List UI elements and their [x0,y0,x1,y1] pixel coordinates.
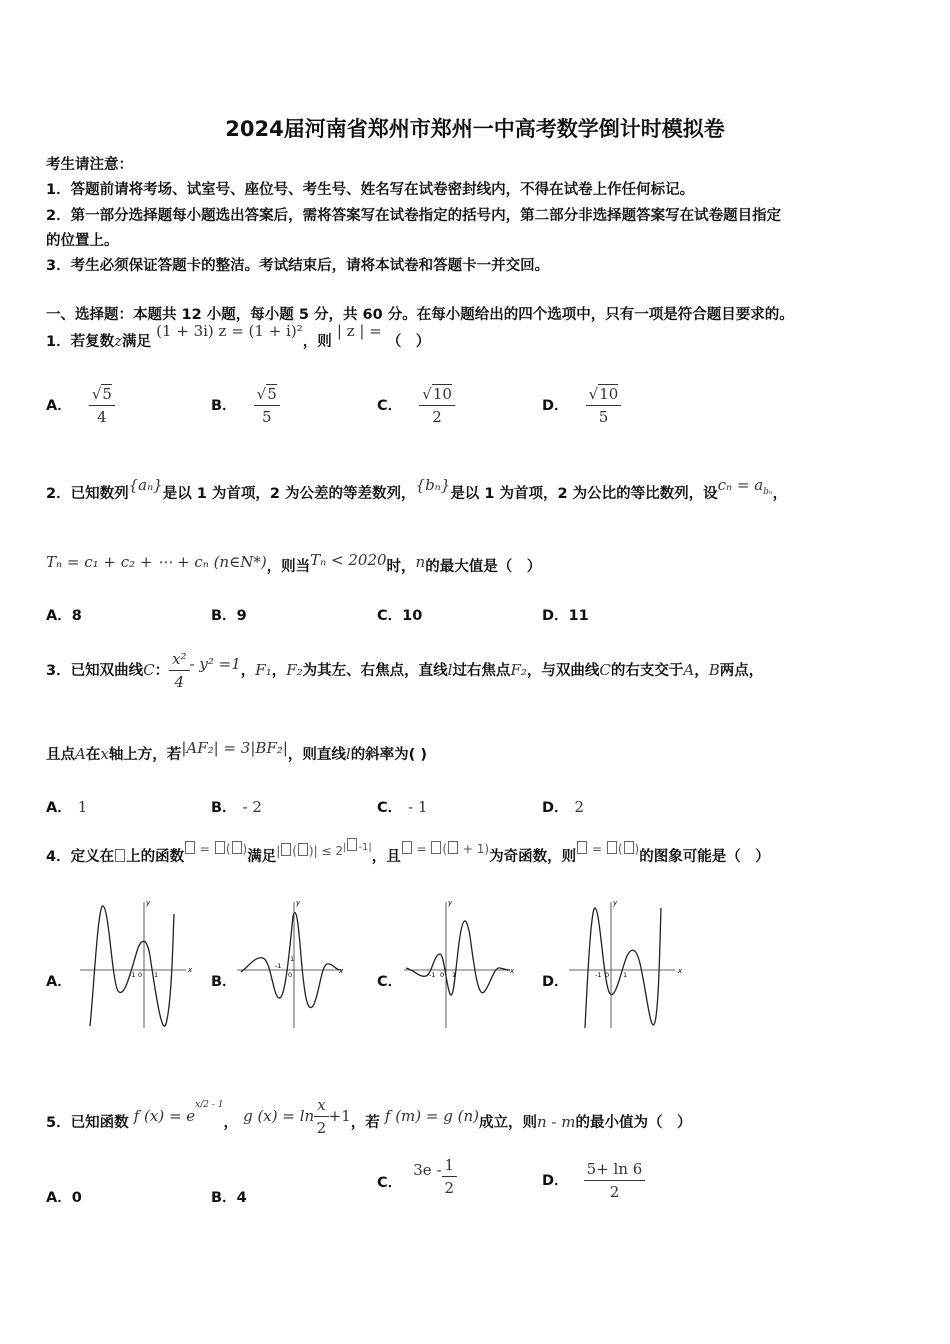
q4-label-d[interactable]: D． [542,974,569,990]
q1-label-c: C． [377,398,403,414]
q3-l: l [447,661,453,679]
q2-t2: 是以 1 为首项，2 为公比的等比数列，设 [450,486,718,502]
q3-t6: 在 [85,747,101,763]
q4-label-c[interactable]: C． [377,974,403,990]
q4-t3: ，且 [371,849,401,865]
q5-d-den: 2 [609,1183,620,1201]
q1-a-den: 4 [97,408,107,426]
q4-b-ylabel: y [296,899,301,907]
q4-eq-a: = [199,842,210,856]
q3-B: B [708,661,720,679]
q3-option-b[interactable] [211,796,262,817]
q4-graph-a[interactable] [78,896,193,1036]
q5-gx: x [314,1096,328,1117]
q5-t3: 的最小值为（ ） [575,1115,692,1131]
q3-label-a: A． [46,800,72,816]
q5-label-b: B． [211,1190,237,1206]
q5-gplus: +1 [328,1107,351,1125]
section-header: 一、选择题：本题共 12 小题，每小题 5 分，共 60 分。在每小题给出的四个选项中，只有一项是符合题目要求的。 [46,307,794,323]
q4-c-p1: 1 [452,971,457,979]
q2-t3: ，则当 [266,559,311,575]
question-4: 4．定义在 上的函数 = ( )满足$^{| ( )| \le 2^{| -1|}}$，且 $^{= ( + 1)}$为奇函数，则 = ( )的图象可能是（ ） [46,844,770,866]
q5-c-den: 2 [444,1179,455,1197]
q2-label-b: B． [211,608,237,624]
question-3-line1 [46,650,763,691]
q4-t1: 上的函数 [126,849,185,865]
q2-an: {aₙ} [128,476,163,494]
q5-t1: ，若 [350,1115,380,1131]
q2-cond: Tₙ < 2020 [310,551,387,569]
q2-comma: ， [772,486,788,502]
q4-a-m1: -1 [129,971,136,979]
q3-c-val: - 1 [408,798,428,816]
q1-mid: 满足 [122,334,151,350]
q1-c-den: 2 [432,408,442,426]
q4-label-a[interactable]: A． [46,974,72,990]
missing-glyph-icon [185,841,195,854]
q4-graph-d[interactable] [567,896,682,1036]
q2-label-a: A． [46,608,72,624]
q1-z: z [114,332,122,350]
q4-d-ylabel: y [613,899,618,907]
q3-d-val: 2 [574,798,585,816]
q3-l2: l [345,745,351,763]
q3-C2: C [599,661,611,679]
q4-b-zero: 0 [288,971,293,979]
notice-item-3: 3．考生必须保证答题卡的整洁。考试结束后，请将本试卷和答题卡一并交回。 [46,258,550,274]
q1-a-num: 5 [102,385,112,403]
q2-n: n [415,553,426,571]
q1-label-b: B． [211,398,237,414]
q2-label-d: D． [542,608,569,624]
question-5 [46,1096,692,1143]
notice-item-2-cont: 的位置上。 [46,233,119,249]
q1-b-num: 5 [267,385,277,403]
q3-four: 4 [174,673,185,691]
q5-option-d[interactable] [542,1160,645,1201]
q1-pre: 1．若复数 [46,334,115,350]
q2-option-d[interactable] [542,604,589,625]
q4-a-zero: 0 [138,971,143,979]
q2-option-c[interactable] [377,604,422,625]
q3-t9: 的斜率为( ) [350,747,427,763]
q3-option-d[interactable] [542,796,584,817]
q5-sep: ， [223,1115,238,1131]
missing-glyph-icon [298,843,308,856]
q1-mid2: ，则 [302,334,332,350]
q2-t5: 的最大值是（ ） [425,559,542,575]
q3-sep1: ， [240,663,256,679]
missing-glyph-icon [577,841,587,854]
q2-d-val: 11 [568,608,589,624]
q3-eqrest: - y² =1 [189,655,241,673]
q2-t1: 是以 1 为首项，2 为公差的等差数列， [162,486,416,502]
q2-tn: Tₙ = c₁ + c₂ + ⋯ + cₙ (n∈N*) [46,553,267,571]
q3-t4: 的右支交于 [610,663,684,679]
q1-option-d[interactable]: D． $\frac{√10}{5}$ [542,385,621,426]
q3-b-val: - 2 [242,798,262,816]
q5-d-num: 5+ ln 6 [584,1160,646,1181]
q5-option-a[interactable] [46,1186,82,1207]
q1-option-c[interactable]: C． $\frac{√10}{2}$ [377,385,455,426]
q2-pre: 2．已知数列 [46,486,129,502]
q2-b-val: 9 [236,608,247,624]
missing-glyph-icon [607,841,617,854]
q3-label-b: B． [211,800,237,816]
q4-c-ylabel: y [448,899,453,907]
q1-equation: (1 + 3i) z = (1 + i)² [156,322,303,340]
q5-f: f (x) = e [133,1107,196,1125]
q5-label-a: A． [46,1190,72,1206]
missing-glyph-icon [281,843,291,856]
question-2-line2 [46,551,542,576]
q5-fexp: x/2 - 1 [195,1100,224,1110]
q5-b-val: 4 [236,1190,247,1206]
missing-glyph-icon [402,841,412,854]
notice-heading: 考生请注意： [46,157,133,173]
q4-graph-c[interactable] [402,896,517,1036]
missing-glyph-icon [448,841,458,854]
q3-colon: ： [154,663,170,679]
q4-d-m1: -1 [595,971,602,979]
q5-nm: n - m [536,1113,576,1131]
q3-line2a: 且点 [46,747,75,763]
q2-cn: cₙ = a [717,476,764,494]
q2-label-c: C． [377,608,403,624]
q4-eq-c: = [591,842,602,856]
q3-sep3: ， [694,663,709,679]
q1-option-a[interactable]: A． $\frac{√5}{4}$ [46,385,115,426]
missing-glyph-icon [624,841,634,854]
q4-label-b[interactable]: B． [211,974,237,990]
q5-g2: 2 [316,1119,327,1137]
q1-option-b[interactable]: B． $\frac{√5}{5}$ [211,385,280,426]
q3-x2: x² [169,650,189,671]
q3-t5: 两点， [719,663,764,679]
q4-d-xlabel: x [678,967,682,975]
q3-A: A [683,661,695,679]
q4-t4: 为奇函数，则 [489,849,577,865]
q5-t2: 成立，则 [478,1115,537,1131]
q5-c-lead: 3e - [413,1161,442,1179]
q5-a-val: 0 [71,1190,82,1206]
q4-d-p1: 1 [623,971,628,979]
q5-pre: 5．已知函数 [46,1115,129,1131]
q2-option-a[interactable] [46,604,82,625]
notice-item-2: 2．第一部分选择题每小题选出答案后，需将答案写在试卷指定的括号内，第二部分非选择题答案写在试卷题目指定 [46,208,782,224]
q3-label-c: C． [377,800,403,816]
q3-t7: 轴上方，若 [108,747,182,763]
q1-b-den: 5 [261,408,272,426]
q5-option-b[interactable] [211,1186,247,1207]
q4-b-m1: -1 [275,962,282,970]
q4-t2: 满足 [247,849,277,865]
q5-g: g (x) = ln [243,1107,315,1125]
missing-glyph-icon [347,838,357,851]
q1-label-d: D． [542,398,569,414]
q5-option-c[interactable] [377,1156,457,1201]
q2-cn-sub: bₙ [763,487,773,497]
q4-c-xlabel: x [510,967,515,975]
q1-d-den: 5 [598,408,609,426]
q4-ineq: ≤ 2 [321,844,343,858]
q4-eq-b: = [416,842,427,856]
q1-c-num: 10 [432,385,452,403]
q3-F1: F₁ [255,661,272,679]
missing-glyph-icon [215,841,225,854]
q3-a-val: 1 [77,798,88,816]
q3-t3: ，与双曲线 [526,663,600,679]
q1-label-a: A． [46,398,72,414]
q4-b-xlabel: x [339,967,344,975]
q4-pre: 4．定义在 [46,849,115,865]
missing-glyph-icon [431,841,441,854]
q3-option-c[interactable] [377,796,428,817]
q2-t4: 时， [386,559,416,575]
q3-F2b: F₂ [510,661,527,679]
q3-C: C [143,661,155,679]
question-2-line1 [46,476,788,503]
question-1 [46,322,431,351]
q4-a-xlabel: x [188,966,193,974]
q4-c-zero: 0 [440,971,445,979]
q4-a-p1: 1 [154,971,159,979]
q3-label-d: D． [542,800,569,816]
q5-label-c: C． [377,1175,403,1191]
q2-c-val: 10 [402,608,423,624]
q1-absz: | z | = [336,322,382,340]
q1-paren: （ ） [386,334,431,350]
page-title: 2024届河南省郑州市郑州一中高考数学倒计时模拟卷 [225,117,725,141]
q4-t5: 的图象可能是（ ） [639,849,770,865]
q4-c-m1: -1 [429,971,436,979]
q3-option-a[interactable] [46,796,87,817]
q5-label-d: D． [542,1173,569,1189]
q3-x: x [100,745,109,763]
q4-graph-b[interactable] [235,896,350,1036]
q4-d-zero: 0 [605,971,610,979]
q3-t1: 为其左、右焦点，直线 [302,663,448,679]
q3-cond: |AF₂| = 3|BF₂| [181,739,288,757]
missing-glyph-icon [232,841,242,854]
q3-t2: 过右焦点 [452,663,511,679]
q3-t8: ，则直线 [287,747,346,763]
q4-a-ylabel: y [146,899,151,907]
missing-glyph-icon [115,849,125,862]
q2-bn: {bₙ} [415,476,451,494]
q1-d-num: 10 [599,385,619,403]
notice-item-1: 1．答题前请将考场、试室号、座位号、考生号、姓名写在试卷密封线内，不得在试卷上作任何标记。 [46,182,695,198]
q3-A2: A [75,745,86,763]
q5-cond: f (m) = g (n) [384,1107,479,1125]
q2-a-val: 8 [71,608,82,624]
q4-b-p1: 1 [290,955,295,963]
q2-option-b[interactable] [211,604,247,625]
q3-F2: F₂ [286,661,303,679]
q3-sep2: ， [271,663,287,679]
q3-pre: 3．已知双曲线 [46,663,144,679]
q5-c-num: 1 [442,1156,458,1177]
question-3-line2 [46,739,427,764]
